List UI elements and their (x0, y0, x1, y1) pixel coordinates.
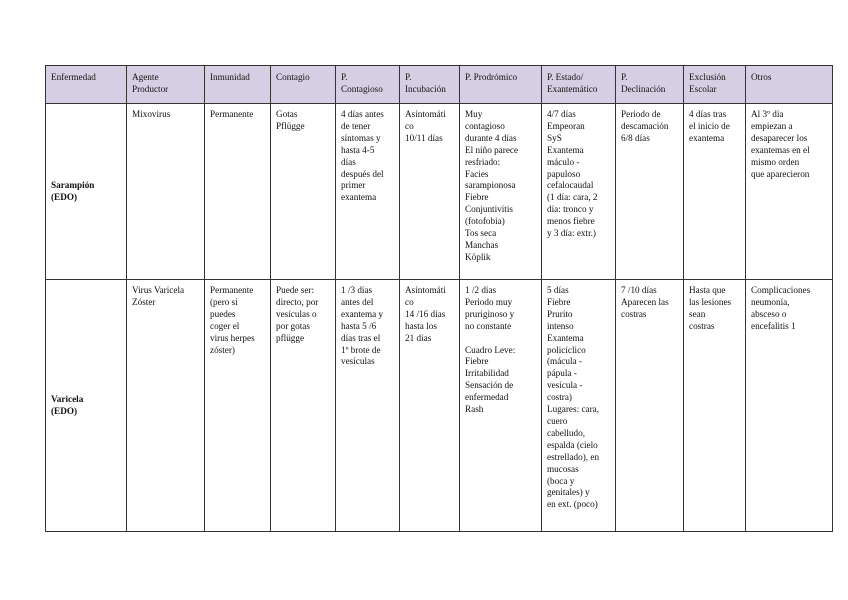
cell-p-prodromico: Muy contagioso durante 4 días El niño parece resfriado: Facies sarampionosa Fiebre Conjuntivitis (fotofobia) Tos seca Manchas Köplik (460, 104, 542, 280)
cell-p-prodromico: 1 /2 días Periodo muy pruriginoso y no constante Cuadro Leve: Fiebre Irritabilidad Sensación de enfermedad Rash (460, 280, 542, 532)
table-row-varicela (46, 280, 833, 532)
cell-p-incubacion: Asintomáti co 10/11 días (400, 104, 460, 280)
cell-enfermedad: Sarampión (EDO) (46, 104, 127, 280)
header-row (46, 66, 833, 104)
header-inmunidad: Inmunidad (205, 66, 271, 104)
header-p-estado: P. Estado/ Exantemático (542, 66, 616, 104)
header-otros: Otros (746, 66, 833, 104)
header-contagio: Contagio (271, 66, 336, 104)
cell-contagio: Gotas Pflügge (271, 104, 336, 280)
cell-enfermedad: Varicela (EDO) (46, 280, 127, 532)
cell-p-estado: 5 días Fiebre Prurito intenso Exantema policíclico (mácula - pápula - vesícula - costra) Lugares: cara, cuero cabelludo, espalda (cielo estrellado), en mucosas (boca y genitales) y en ext. (poco) (542, 280, 616, 532)
header-exclusion-escolar: Exclusión Escolar (684, 66, 746, 104)
header-p-incubacion: P. Incubación (400, 66, 460, 104)
cell-agente: Virus Varicela Zóster (127, 280, 205, 532)
cell-p-declinacion: 7 /10 días Aparecen las costras (616, 280, 684, 532)
cell-p-contagioso: 1 /3 días antes del exantema y hasta 5 /6 días tras el 1º brote de vesículas (336, 280, 400, 532)
header-p-contagioso: P. Contagioso (336, 66, 400, 104)
header-p-prodromico: P. Prodrómico (460, 66, 542, 104)
cell-p-incubacion: Asintomáti co 14 /16 días hasta los 21 días (400, 280, 460, 532)
header-p-declinacion: P. Declinación (616, 66, 684, 104)
cell-exclusion: 4 días tras el inicio de exantema (684, 104, 746, 280)
cell-contagio: Puede ser: directo, por vesículas o por gotas pflügge (271, 280, 336, 532)
cell-otros: Complicaciones neumonía, absceso o encefalitis 1 (746, 280, 833, 532)
cell-inmunidad: Permanente (205, 104, 271, 280)
table-row-sarampion (46, 104, 833, 280)
header-agente-productor: Agente Productor (127, 66, 205, 104)
cell-exclusion: Hasta que las lesiones sean costras (684, 280, 746, 532)
cell-p-declinacion: Periodo de descamación 6/8 días (616, 104, 684, 280)
cell-inmunidad: Permanente (pero si puedes coger el virus herpes zóster) (205, 280, 271, 532)
cell-p-contagioso: 4 días antes de tener síntomas y hasta 4-5 días después del primer exantema (336, 104, 400, 280)
header-enfermedad: Enfermedad (46, 66, 127, 104)
cell-otros: Al 3º día empiezan a desaparecer los exantemas en el mismo orden que aparecieron (746, 104, 833, 280)
disease-table (45, 65, 833, 532)
cell-agente: Mixovirus (127, 104, 205, 280)
cell-p-estado: 4/7 días Empeoran SyS Exantema máculo - papuloso cefalocaudal (1 día: cara, 2 día: tronco y menos fiebre y 3 día: extr.) (542, 104, 616, 280)
